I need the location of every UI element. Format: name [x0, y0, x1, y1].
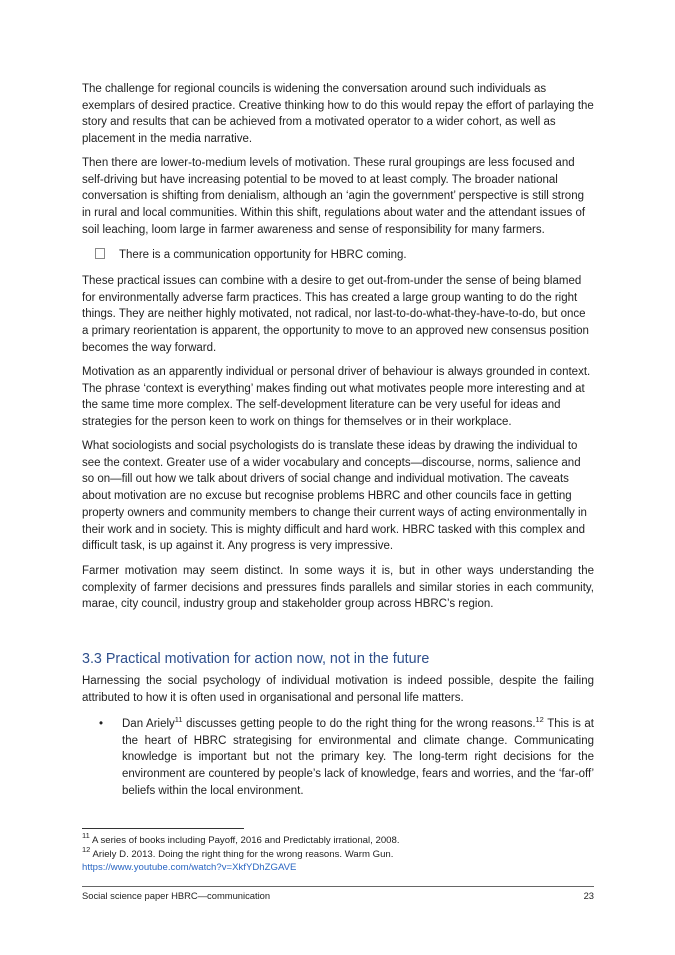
- body-paragraph-2: [82, 155, 594, 239]
- body-paragraph-4: [82, 364, 594, 431]
- body-paragraph-5: [82, 438, 594, 555]
- footnote-link[interactable]: https://www.youtube.com/watch?v=XkfYDhZGAVE: [82, 862, 297, 873]
- checkbox-icon: [95, 248, 105, 259]
- paragraph-text: Then there are lower-to-medium levels of motivation. These rural groupings are less focused and self-driving but have increasing potential to be moved to at least comply. The broader national conversation is shifting from denialism, although an ‘agin the government’ perspective is still strong in rural and local communities. Within this shift, regulations about water and the attendant issues of soil leaching, loom large in farmer awareness and sense of responsibility for many farmers.: [82, 157, 586, 236]
- body-paragraph-3: [82, 273, 594, 357]
- section-heading: 3.3 Practical motivation for action now, not in the future: [82, 651, 430, 667]
- footnote-text: A series of books including Payoff, 2016 and Predictably irrational, 2008.: [91, 835, 400, 846]
- body-paragraph-6: [82, 563, 594, 613]
- footnote-number: 11: [82, 831, 90, 840]
- checklist-text: There is a communication opportunity for HBRC coming.: [119, 249, 407, 261]
- checklist-item: [82, 247, 407, 264]
- paragraph-text: What sociologists and social psychologists do is translate these ideas by drawing the individual to see the context. Greater use of a wider vocabulary and concepts—discourse, norms, salience and so on—fill out how we talk about drivers of social change and individual motivation. The caveats about motivation are no excuse but recognise problems HBRC and other councils face in getting property owners and community members to change their current ways of acting environmentally in their work and in society. This is mighty difficult and hard work. HBRC tasked with this complex and difficult task, is up against it. Any progress is very impressive.: [82, 440, 587, 553]
- bullet-tail: This is at the heart of HBRC strategising for environmental and climate change. Communicating knowledge is important but not the primary key. The long-term right decisions for the environment are countered by people’s lack of knowledge, fears and worries, and the ‘far-off’ beliefs within the local environment.: [122, 718, 594, 797]
- page-number: 23: [583, 890, 594, 901]
- footnote-ref-11[interactable]: 11: [174, 715, 183, 724]
- bullet-text: [122, 716, 594, 800]
- footer-divider: [82, 886, 594, 887]
- bullet-item: [82, 716, 594, 800]
- footnote-ref-12[interactable]: 12: [535, 715, 544, 724]
- paragraph-text: Motivation as an apparently individual or personal driver of behaviour is always grounded in context. The phrase ‘context is everything’ makes finding out what motivates people more interesting and at the same time more complex. The self-development literature can be very useful for ideas and strategies for the person keen to work on things for themselves or in their workplace.: [82, 366, 591, 429]
- body-paragraph-1: [82, 81, 594, 148]
- footer-title: Social science paper HBRC—communication: [82, 890, 271, 901]
- paragraph-text: Harnessing the social psychology of individual motivation is indeed possible, despite the failing attributed to how it is often used in organisational and personal life matters.: [82, 675, 594, 704]
- footnote-text: Ariely D. 2013. Doing the right thing for the wrong reasons. Warm Gun.: [92, 849, 394, 860]
- footnote-11: [82, 831, 400, 847]
- bullet-mid: discusses getting people to do the right thing for the wrong reasons.: [182, 718, 536, 730]
- section-intro: [82, 673, 594, 706]
- paragraph-text: Farmer motivation may seem distinct. In some ways it is, but in other ways understanding the complexity of farmer decisions and pressures finds parallels and similar stories in each community, marae, city council, industry group and stakeholder group across HBRC’s region.: [82, 565, 594, 611]
- bullet-icon: •: [99, 718, 104, 730]
- bullet-lead: Dan Ariely: [122, 718, 175, 730]
- paragraph-text: These practical issues can combine with a desire to get out-from-under the sense of being blamed for environmentally adverse farm practices. This has created a large group wanting to do the right things. They are neither highly motivated, not radical, nor last-to-do-what-they-have-to-do, but once a primary reorientation is apparent, the opportunity to move to an approved new consensus position becomes the way forward.: [82, 275, 589, 354]
- footnote-12: [82, 845, 394, 861]
- footnote-divider: [82, 828, 244, 829]
- footnote-number: 12: [82, 845, 91, 854]
- paragraph-text: The challenge for regional councils is widening the conversation around such individuals as exemplars of desired practice. Creative thinking how to do this would repay the effort of parlaying the story and results that can be achieved from a motivated operator to a wider cohort, as well as placement in the media narrative.: [82, 83, 594, 146]
